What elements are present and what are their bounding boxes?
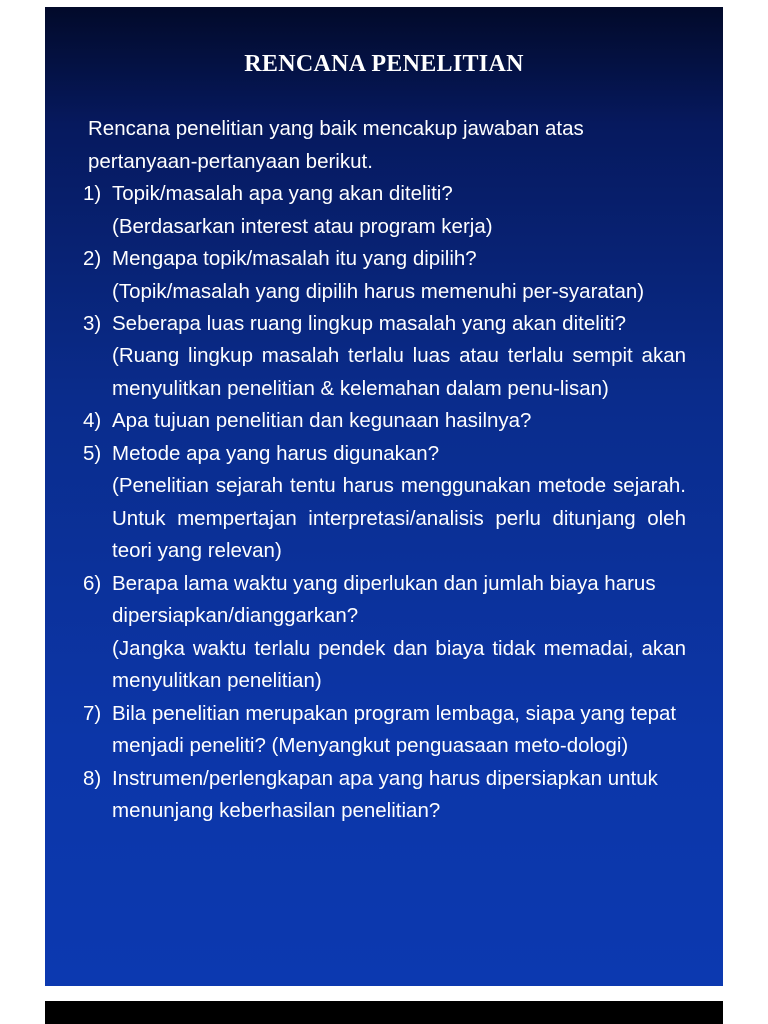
- slide-body: [83, 113, 686, 828]
- item-number: 3): [83, 311, 102, 335]
- slide: [45, 7, 723, 986]
- list-item: [83, 763, 686, 828]
- list-item: [83, 178, 686, 243]
- item-question: Mengapa topik/masalah itu yang dipilih?: [112, 247, 477, 270]
- item-number: 4): [83, 409, 102, 432]
- item-note: (Topik/masalah yang dipilih harus memenuhi per-syaratan): [112, 279, 645, 303]
- item-number: 7): [83, 701, 102, 725]
- item-question: Berapa lama waktu yang diperlukan dan jumlah biaya harus dipersiapkan/dianggarkan?: [112, 571, 656, 627]
- list-item: [83, 405, 686, 438]
- item-note: (Jangka waktu terlalu pendek dan biaya tidak memadai, akan menyulitkan penelitian): [112, 636, 686, 692]
- item-question: Bila penelitian merupakan program lembaga, siapa yang tepat menjadi peneliti? (Menyangkut penguasaan meto-dologi): [112, 701, 677, 757]
- item-number: 6): [83, 571, 102, 595]
- intro-text: Rencana penelitian yang baik mencakup jawaban atas pertanyaan-pertanyaan berikut.: [88, 117, 584, 173]
- item-question: Seberapa luas ruang lingkup masalah yang akan diteliti?: [112, 311, 626, 335]
- list-item: [83, 308, 686, 406]
- item-note: (Penelitian sejarah tentu harus menggunakan metode sejarah. Untuk mempertajan interpretasi/analisis perlu ditunjang oleh teori yang relevan): [112, 474, 686, 562]
- item-question: Instrumen/perlengkapan apa yang harus dipersiapkan untuk menunjang keberhasilan penelitian?: [112, 766, 658, 822]
- item-question: Topik/masalah apa yang akan diteliti?: [112, 182, 453, 205]
- item-note: (Berdasarkan interest atau program kerja): [112, 214, 493, 238]
- item-question: Apa tujuan penelitian dan kegunaan hasilnya?: [112, 409, 532, 432]
- item-number: 8): [83, 766, 102, 790]
- list-item: [83, 698, 686, 763]
- item-note: (Ruang lingkup masalah terlalu luas atau terlalu sempit akan menyulitkan penelitian & kelemahan dalam penu-lisan): [112, 344, 686, 400]
- item-number: 5): [83, 441, 102, 465]
- item-question: Metode apa yang harus digunakan?: [112, 441, 440, 465]
- list-item: [83, 568, 686, 698]
- item-number: 2): [83, 247, 102, 270]
- slide-title: RENCANA PENELITIAN: [244, 51, 524, 77]
- next-slide-edge: [45, 1001, 723, 1024]
- list-item: [83, 243, 686, 304]
- list-item: [83, 438, 686, 568]
- question-list: [83, 178, 686, 828]
- item-number: 1): [83, 182, 102, 205]
